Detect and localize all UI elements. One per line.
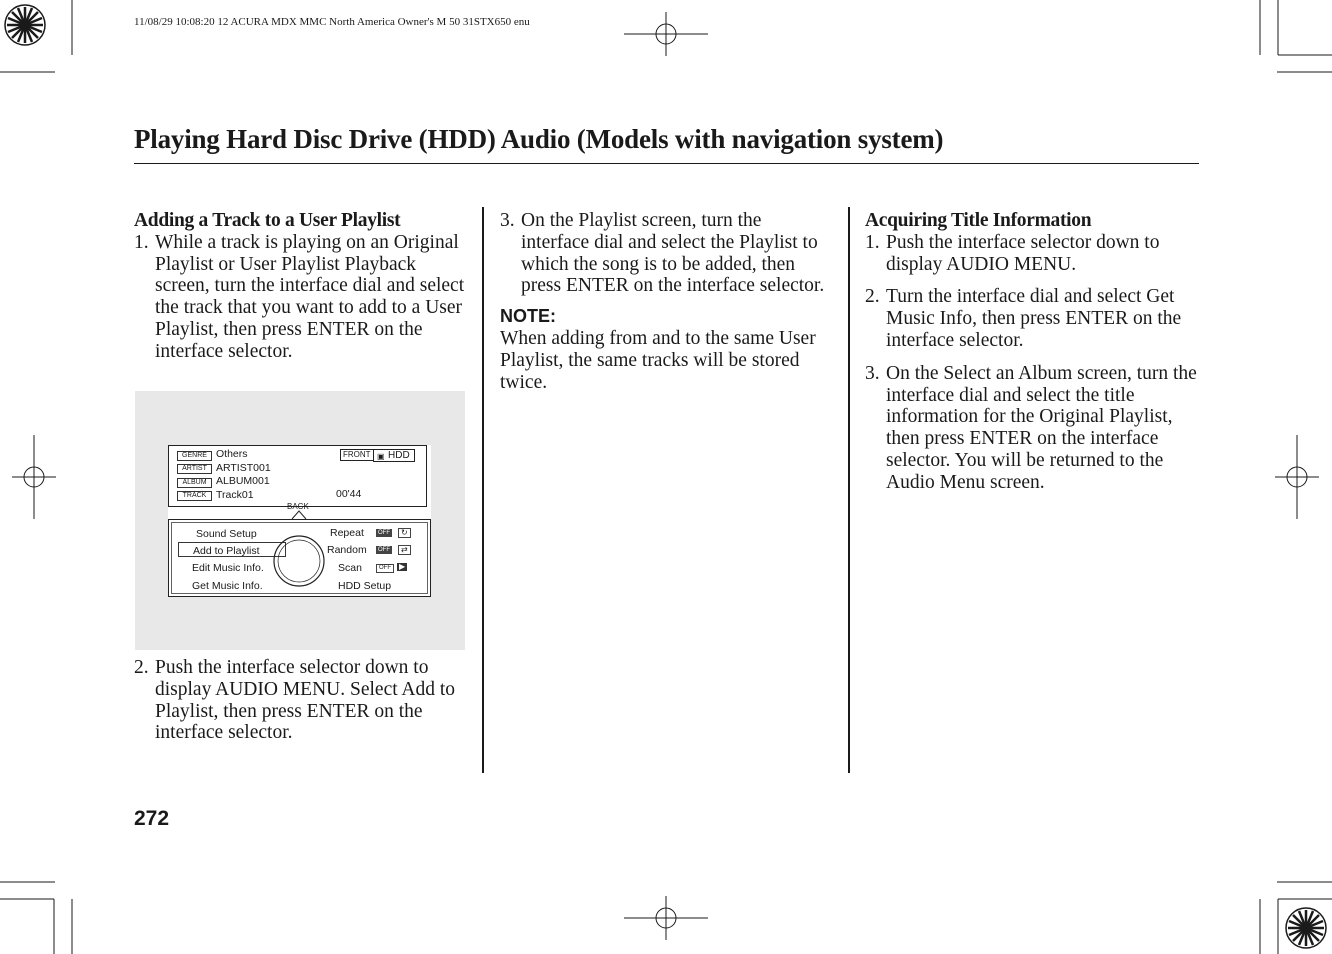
album-chip: ALBUM xyxy=(177,478,212,488)
step-text: On the Select an Album screen, turn the interface dial and select the title information for the Original Playlist, then press ENTER on the interface selector. You will be returned to the Audio Menu screen. xyxy=(886,362,1197,493)
step-number: 1. xyxy=(865,231,880,253)
artist-chip: ARTIST xyxy=(177,464,212,474)
step-text: While a track is playing on an Original Playlist or User Playlist Playback screen, turn the interface dial and select the track that you want to add to a User Playlist, then press ENTER on the interface selector. xyxy=(155,231,465,362)
step-text: Turn the interface dial and select Get Music Info, then press ENTER on the interface selector. xyxy=(886,286,1182,351)
step-text: Push the interface selector down to display AUDIO MENU. Select Add to Playlist, then press ENTER on the interface selector. xyxy=(155,657,456,744)
section-heading: Adding a Track to a User Playlist xyxy=(134,210,401,231)
scan-icon: ▶ xyxy=(399,562,406,571)
scan-off-badge: OFF xyxy=(376,564,394,573)
menu-item-edit-music-info[interactable]: Edit Music Info. xyxy=(192,562,264,574)
menu-item-hdd-setup[interactable]: HDD Setup xyxy=(338,580,392,592)
random-off-badge: OFF xyxy=(378,547,390,553)
step-text: Push the interface selector down to display AUDIO MENU. xyxy=(886,231,1160,275)
step-number: 3. xyxy=(500,210,515,231)
step-number: 2. xyxy=(134,657,149,678)
page-title: Playing Hard Disc Drive (HDD) Audio (Models with navigation system) xyxy=(134,124,944,154)
page-number: 272 xyxy=(134,807,170,830)
step-number: 3. xyxy=(865,362,880,384)
note-label: NOTE: xyxy=(500,306,556,327)
step-text: On the Playlist screen, turn the interface dial and select the Playlist to which the song is to be added, then press ENTER on the interface selector. xyxy=(521,210,825,297)
menu-item-repeat[interactable]: Repeat xyxy=(330,527,364,539)
back-label: BACK xyxy=(287,502,309,511)
elapsed-time: 00'44 xyxy=(336,488,362,500)
menu-item-random[interactable]: Random xyxy=(327,544,367,556)
repeat-off-badge: OFF xyxy=(378,530,390,536)
genre-value: Others xyxy=(216,448,248,460)
menu-item-get-music-info[interactable]: Get Music Info. xyxy=(192,580,263,592)
menu-item-add-to-playlist[interactable]: Add to Playlist xyxy=(193,545,260,557)
genre-chip: GENRE xyxy=(177,451,212,461)
print-meta: 11/08/29 10:08:20 12 ACURA MDX MMC North America Owner's M 50 31STX650 enu xyxy=(134,16,530,28)
step-number: 1. xyxy=(134,231,149,253)
album-value: ALBUM001 xyxy=(216,475,270,487)
note-text: When adding from and to the same User Playlist, the same tracks will be stored twice. xyxy=(500,328,816,393)
hdd-icon: ▣ xyxy=(377,452,385,461)
artist-value: ARTIST001 xyxy=(216,462,271,474)
repeat-icon: ↻ xyxy=(398,528,411,538)
step-number: 2. xyxy=(865,286,880,308)
track-value: Track01 xyxy=(216,489,254,501)
track-chip: TRACK xyxy=(177,491,212,501)
section-heading: Acquiring Title Information xyxy=(865,210,1092,231)
menu-item-sound-setup[interactable]: Sound Setup xyxy=(196,528,257,540)
front-indicator: FRONT xyxy=(340,449,374,461)
source-label: HDD xyxy=(388,450,410,461)
random-icon: ⇄ xyxy=(398,545,411,555)
menu-item-scan[interactable]: Scan xyxy=(338,562,362,574)
